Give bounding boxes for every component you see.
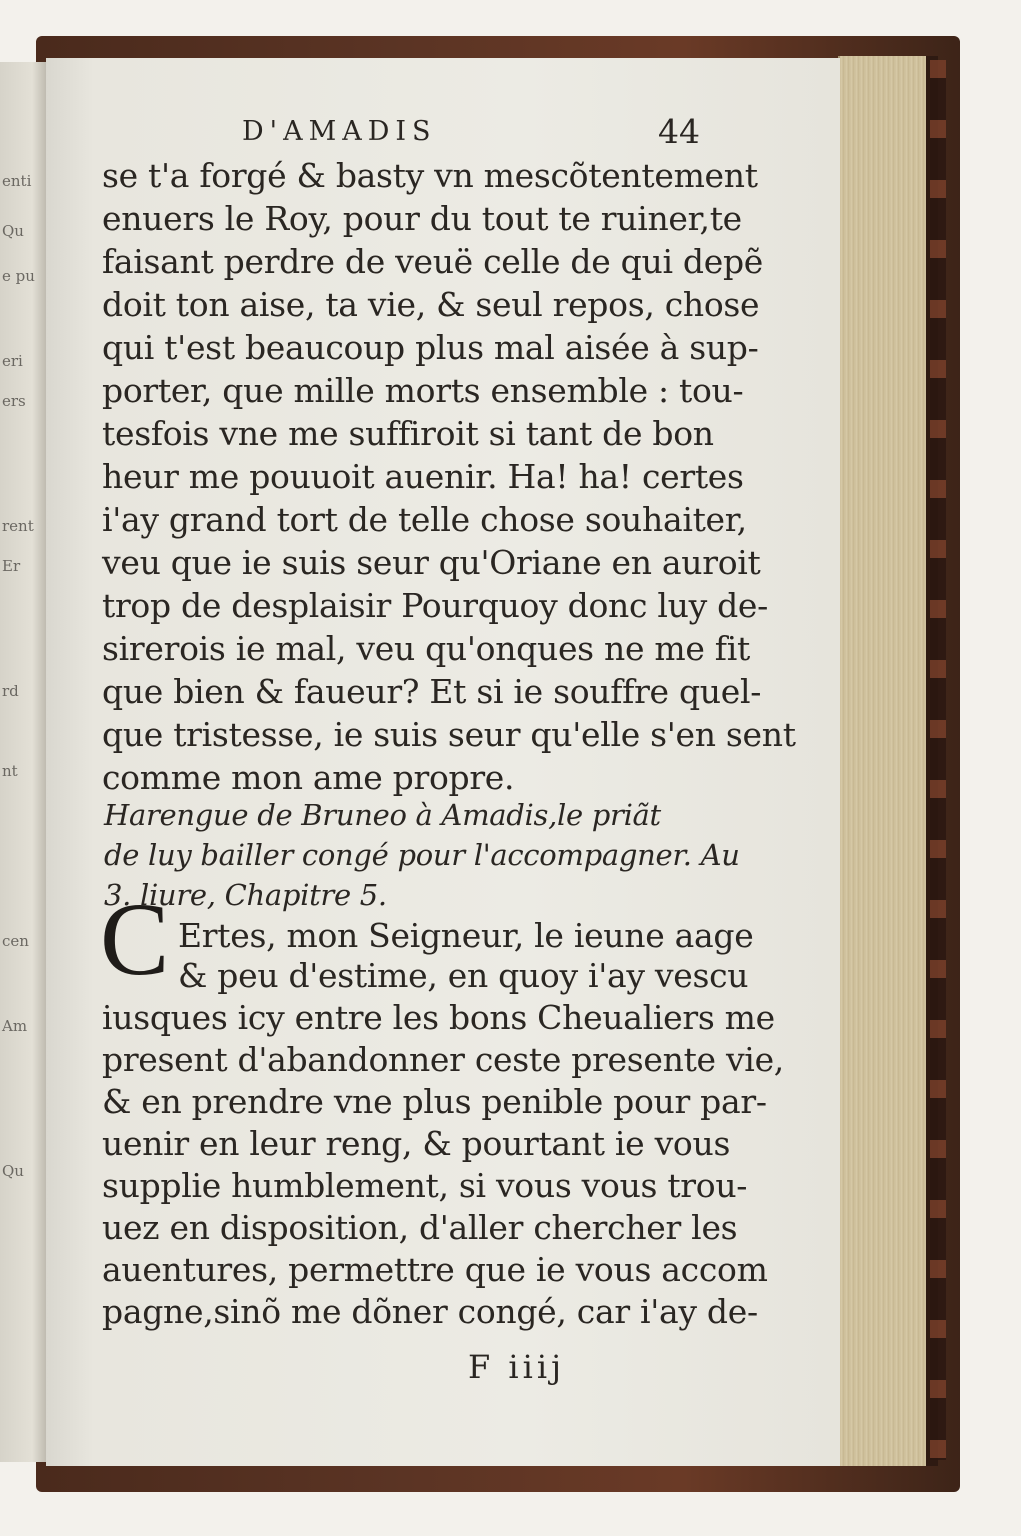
facing-page-fragment: Am — [2, 1017, 28, 1035]
text-line: i'ay grand tort de telle chose souhaiter, — [102, 500, 747, 539]
text-line: uenir en leur reng, & pourtant ie vous — [102, 1124, 731, 1163]
facing-page-fragment: nt — [2, 762, 18, 780]
page-number: 44 — [658, 112, 700, 151]
facing-page-fragment: eri — [2, 352, 23, 370]
text-line: auentures, permettre que ie vous accom — [102, 1250, 768, 1289]
text-line: & peu d'estime, en quoy i'ay vescu — [178, 956, 749, 995]
facing-page-fragment: enti — [2, 172, 32, 190]
facing-page-fragment: Qu — [2, 1162, 24, 1180]
page-text — [46, 58, 840, 1466]
text-line: heur me pouuoit auenir. Ha! ha! certes — [102, 457, 744, 496]
drop-capital: C — [100, 882, 170, 997]
facing-page-fragment: ers — [2, 392, 26, 410]
text-line: que tristesse, ie suis seur qu'elle s'en sent — [102, 715, 796, 754]
text-line: comme mon ame propre. — [102, 758, 515, 797]
text-line: & en prendre vne plus penible pour par- — [102, 1082, 767, 1121]
facing-page-fragment: rd — [2, 682, 19, 700]
text-line: que bien & faueur? Et si ie souffre quel- — [102, 672, 762, 711]
section-heading-line: de luy bailler congé pour l'accompagner. Au — [104, 838, 740, 872]
text-line: Ertes, mon Seigneur, le ieune aage — [178, 916, 754, 955]
section-heading-line: 3. liure, Chapitre 5. — [104, 878, 387, 912]
text-line: pagne,sinõ me dõner congé, car i'ay de- — [102, 1292, 758, 1331]
text-line: trop de desplaisir Pourquoy donc luy de- — [102, 586, 769, 625]
text-line: qui t'est beaucoup plus mal aisée à sup- — [102, 328, 759, 367]
text-line: se t'a forgé & basty vn mescõtentement — [102, 156, 758, 195]
text-line: enuers le Roy, pour du tout te ruiner,te — [102, 199, 742, 238]
text-line: faisant perdre de veuë celle de qui depẽ — [102, 242, 764, 281]
text-line: veu que ie suis seur qu'Oriane en auroit — [102, 543, 761, 582]
binding-decoration — [930, 60, 946, 1460]
text-line: sirerois ie mal, veu qu'onques ne me fit — [102, 629, 750, 668]
text-line: uez en disposition, d'aller chercher les — [102, 1208, 738, 1247]
text-line: tesfois vne me suffiroit si tant de bon — [102, 414, 714, 453]
text-line: present d'abandonner ceste presente vie, — [102, 1040, 784, 1079]
signature-mark: F iiij — [468, 1348, 565, 1386]
facing-page-fragment: Er — [2, 557, 21, 575]
printed-page — [46, 58, 840, 1466]
text-line: supplie humblement, si vous vous trou- — [102, 1166, 748, 1205]
facing-page-fragment: Qu — [2, 222, 24, 240]
facing-page-fragment: rent — [2, 517, 34, 535]
facing-page-edge — [0, 62, 46, 1462]
page-block-fore-edge — [838, 56, 932, 1466]
text-line: doit ton aise, ta vie, & seul repos, chose — [102, 285, 760, 324]
facing-page-fragment: e pu — [2, 267, 35, 285]
facing-page-fragment: cen — [2, 932, 29, 950]
text-line: porter, que mille morts ensemble : tou- — [102, 371, 744, 410]
section-heading-line: Harengue de Bruneo à Amadis,le priãt — [104, 798, 661, 832]
text-line: iusques icy entre les bons Cheualiers me — [102, 998, 775, 1037]
running-head: D'AMADIS — [242, 116, 437, 147]
